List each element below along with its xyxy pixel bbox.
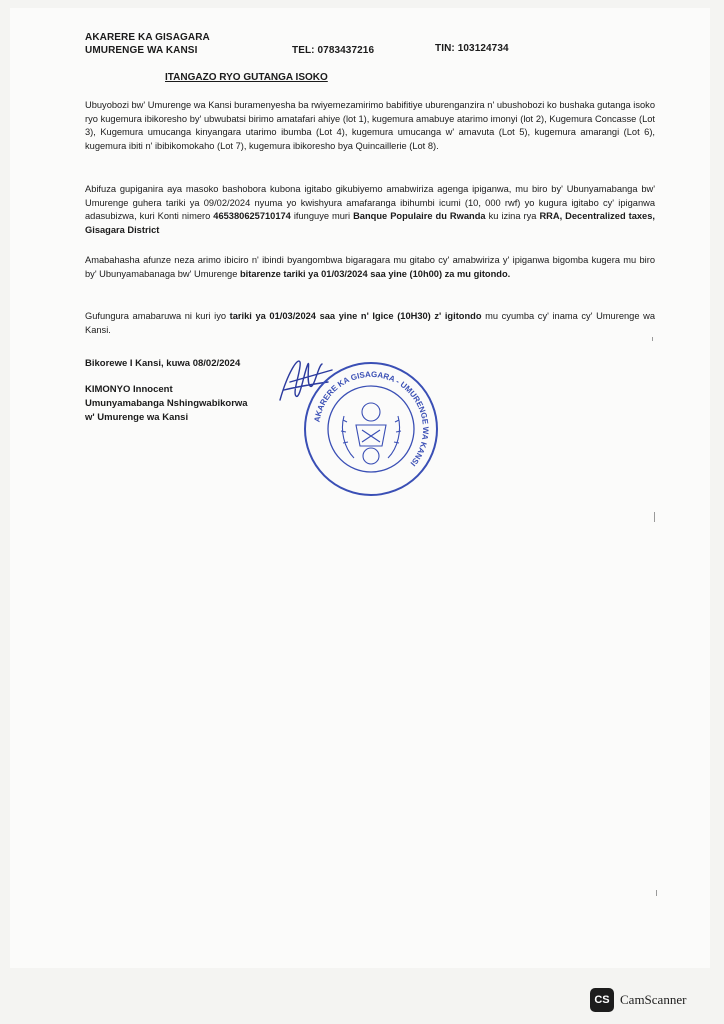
camscanner-logo-icon: CS [590, 988, 614, 1012]
document-title: ITANGAZO RYO GUTANGA ISOKO [165, 72, 328, 83]
stamp-ring-text: AKARERE KA GISAGARA - UMURENGE WA KANSI [312, 369, 431, 468]
account-holder: RRA, Decentralized taxes, Gisagara District [85, 211, 655, 235]
deadline: bitarenze tariki ya 01/03/2024 saa yine (10h00) za mu gitondo. [239, 268, 511, 279]
tin-number: TIN: 103124734 [435, 43, 509, 54]
signatory-role-line1: Umunyamabanga Nshingwabikorwa [85, 398, 248, 409]
telephone: TEL: 0783437216 [292, 45, 375, 56]
scan-mark [656, 890, 657, 896]
paragraph-submission-deadline: Amabahasha afunze neza arimo ibiciro n' ibindi byangombwa bigaragara mu gitabo cy' amabwiriza y' ipiganwa bigomba kugera mu biro by' Ubunyamabanaga bw' Umurenge bitarenze tariki ya 01/03/2024 saa yine (10h00) za mu gitondo. [85, 255, 655, 279]
signatory-role-line2: w' Umurenge wa Kansi [85, 412, 189, 423]
paragraph-opening: Gufungura amabaruwa ni kuri iyo tariki ya 01/03/2024 saa yine n' Igice (10H30) z' igitondo mu cyumba cy' inama cy' Umurenge wa Kansi. [85, 311, 655, 335]
scan-mark [652, 337, 653, 341]
signatory-name: KIMONYO Innocent [85, 384, 173, 395]
camscanner-brand: CamScanner [620, 992, 687, 1007]
official-stamp [302, 360, 440, 498]
scan-mark [654, 512, 655, 522]
paragraph-intro: Ubuyobozi bw' Umurenge wa Kansi buramenyesha ba rwiyemezamirimo babifitiye uburenganzira n' ubushobozi ko bushaka gutanga isoko ryo kugemura ibikoresho by' ubwubatsi birimo amatafari ahiye (lot 1), kugemura amabuye atarimo imonyi (lot 2), Kugemura Concasse (Lot 3), Kugemura umucanga kinyangara utarimo ibumba (Lot 4), kugemura umucanga w' amavuta (Lot 5), kugemura amarangi (Lot 6), kugemura ibiti n' ibibikomokaho (Lot 7), kugemura ibikoresho bya Quincaillerie (Lot 8). [85, 100, 655, 151]
place-date: Bikorewe I Kansi, kuwa 08/02/2024 [85, 358, 241, 369]
account-number: 465380625710174 [213, 211, 291, 222]
org-name-line1: AKARERE KA GISAGARA [85, 32, 210, 43]
paragraph-tender-documents: Abifuza gupiganira aya masoko bashobora kubona igitabo gikubiyemo amabwiriza agenga ipiganwa, mu biro by' Ubunyamabanga bw' Umurenge guhera tariki ya 09/02/2024 nyuma yo kwishyura amafaranga ibihumbi icumi (10, 000 rwf) yo kugura igitabo cy' ipiganwa adasubizwa, kuri Konti nimero 465380625710174 ifunguye muri Banque Populaire du Rwanda ku izina rya RRA, Decentralized taxes, Gisagara District [85, 184, 655, 235]
opening-date: tariki ya 01/03/2024 saa yine n' Igice (10H30) z' igitondo [229, 311, 482, 321]
bank-name: Banque Populaire du Rwanda [353, 211, 486, 222]
org-name-line2: UMURENGE WA KANSI [85, 45, 198, 56]
coat-of-arms-icon [341, 403, 401, 464]
